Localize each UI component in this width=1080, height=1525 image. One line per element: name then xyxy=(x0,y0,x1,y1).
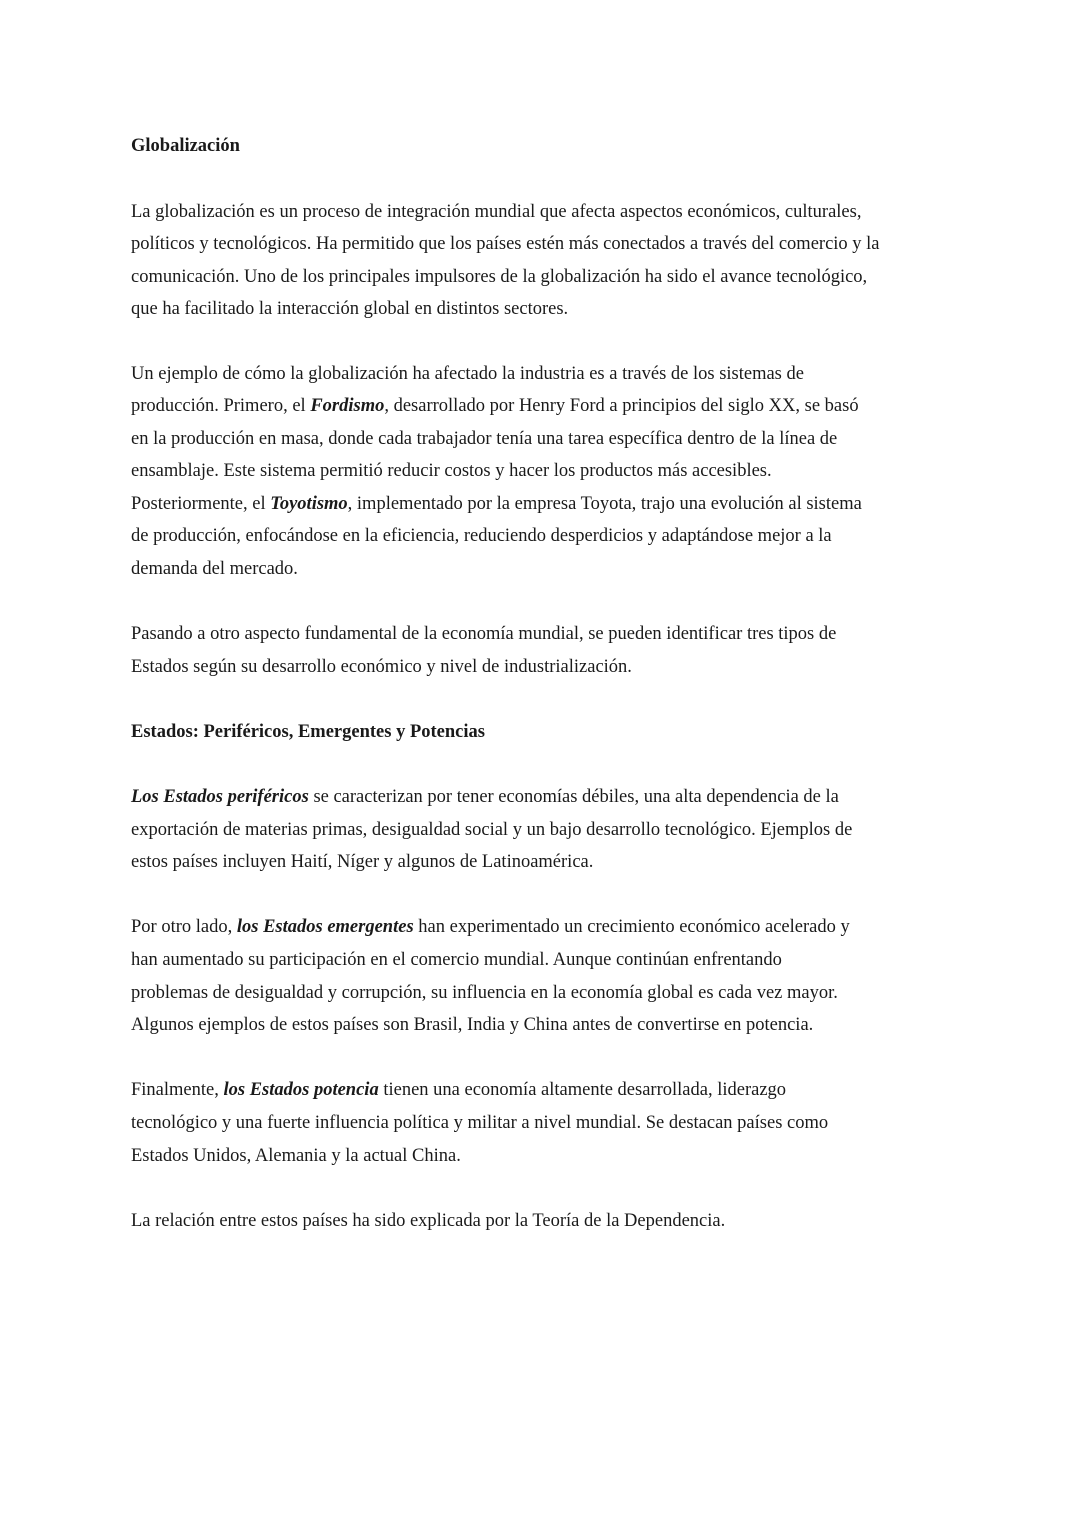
text-segment: Un ejemplo de cómo la globalización ha afectado la industria es a través de los sistemas de xyxy=(131,364,804,384)
text-line xyxy=(131,232,880,256)
text-segment: producción. Primero, el xyxy=(131,396,311,416)
text-line xyxy=(131,850,593,874)
emphasized-term: Toyotismo xyxy=(270,494,348,514)
emphasized-term: los Estados potencia xyxy=(223,1080,379,1100)
text-segment: Pasando a otro aspecto fundamental de la economía mundial, se pueden identificar tres tipos de xyxy=(131,624,837,644)
text-line xyxy=(131,655,632,679)
text-line xyxy=(131,785,839,809)
text-line xyxy=(131,818,852,842)
emphasized-term: Fordismo xyxy=(310,396,385,416)
text-segment: La relación entre estos países ha sido explicada por la Teoría de la Dependencia. xyxy=(131,1211,726,1231)
emphasized-term: los Estados emergentes xyxy=(236,917,414,937)
text-segment: exportación de materias primas, desigualdad social y un bajo desarrollo tecnológico. Ejemplos de xyxy=(131,820,853,840)
text-segment: se caracterizan por tener economías débiles, una alta dependencia de la xyxy=(308,787,839,807)
text-segment: Posteriormente, el xyxy=(131,494,271,514)
text-segment: demanda del mercado. xyxy=(131,559,298,579)
text-segment: comunicación. Uno de los principales impulsores de la globalización ha sido el avance tecnológico, xyxy=(131,267,868,287)
text-line xyxy=(131,948,782,972)
emphasized-term: Los Estados periféricos xyxy=(131,787,309,807)
text-segment: ensamblaje. Este sistema permitió reducir costos y hacer los productos más accesibles. xyxy=(131,461,772,481)
text-line xyxy=(131,200,861,224)
text-line xyxy=(131,427,837,451)
text-line xyxy=(131,297,568,321)
text-line xyxy=(131,524,832,548)
text-segment: han aumentado su participación en el comercio mundial. Aunque continúan enfrentando xyxy=(131,950,782,970)
text-line xyxy=(131,622,836,646)
text-line xyxy=(131,492,862,516)
text-segment: Algunos ejemplos de estos países son Brasil, India y China antes de convertirse en potencia. xyxy=(131,1015,814,1035)
text-line xyxy=(131,1078,786,1102)
text-segment: Por otro lado, xyxy=(131,917,237,937)
text-line xyxy=(131,915,850,939)
text-line xyxy=(131,1144,461,1168)
text-line xyxy=(131,394,859,418)
text-line xyxy=(131,134,240,158)
text-line xyxy=(131,459,772,483)
text-segment: de producción, enfocándose en la eficiencia, reduciendo desperdicios y adaptándose mejor a la xyxy=(131,526,832,546)
text-segment: Globalización xyxy=(131,136,240,156)
text-line xyxy=(131,557,298,581)
text-line xyxy=(131,720,485,744)
text-segment: , implementado por la empresa Toyota, trajo una evolución al sistema xyxy=(347,494,862,514)
text-line xyxy=(131,265,867,289)
text-segment: La globalización es un proceso de integración mundial que afecta aspectos económicos, culturales, xyxy=(131,202,862,222)
text-segment: estos países incluyen Haití, Níger y algunos de Latinoamérica. xyxy=(131,852,594,872)
text-segment: políticos y tecnológicos. Ha permitido que los países estén más conectados a través del comercio y la xyxy=(131,234,880,254)
text-segment: en la producción en masa, donde cada trabajador tenía una tarea específica dentro de la línea de xyxy=(131,429,838,449)
text-segment: Finalmente, xyxy=(131,1080,224,1100)
text-segment: Estados: Periféricos, Emergentes y Potencias xyxy=(131,722,485,742)
text-segment: tienen una economía altamente desarrollada, liderazgo xyxy=(378,1080,787,1100)
text-line xyxy=(131,981,838,1005)
text-line xyxy=(131,1209,725,1233)
text-segment: problemas de desigualdad y corrupción, su influencia en la economía global es cada vez mayor. xyxy=(131,983,838,1003)
text-line xyxy=(131,1013,813,1037)
text-segment: Estados según su desarrollo económico y nivel de industrialización. xyxy=(131,657,632,677)
text-segment: que ha facilitado la interacción global en distintos sectores. xyxy=(131,299,569,319)
text-segment: , desarrollado por Henry Ford a principios del siglo XX, se basó xyxy=(384,396,859,416)
text-line xyxy=(131,1111,828,1135)
text-segment: tecnológico y una fuerte influencia política y militar a nivel mundial. Se destacan países como xyxy=(131,1113,829,1133)
text-segment: han experimentado un crecimiento económico acelerado y xyxy=(413,917,850,937)
text-line xyxy=(131,362,804,386)
text-segment: Estados Unidos, Alemania y la actual China. xyxy=(131,1146,461,1166)
